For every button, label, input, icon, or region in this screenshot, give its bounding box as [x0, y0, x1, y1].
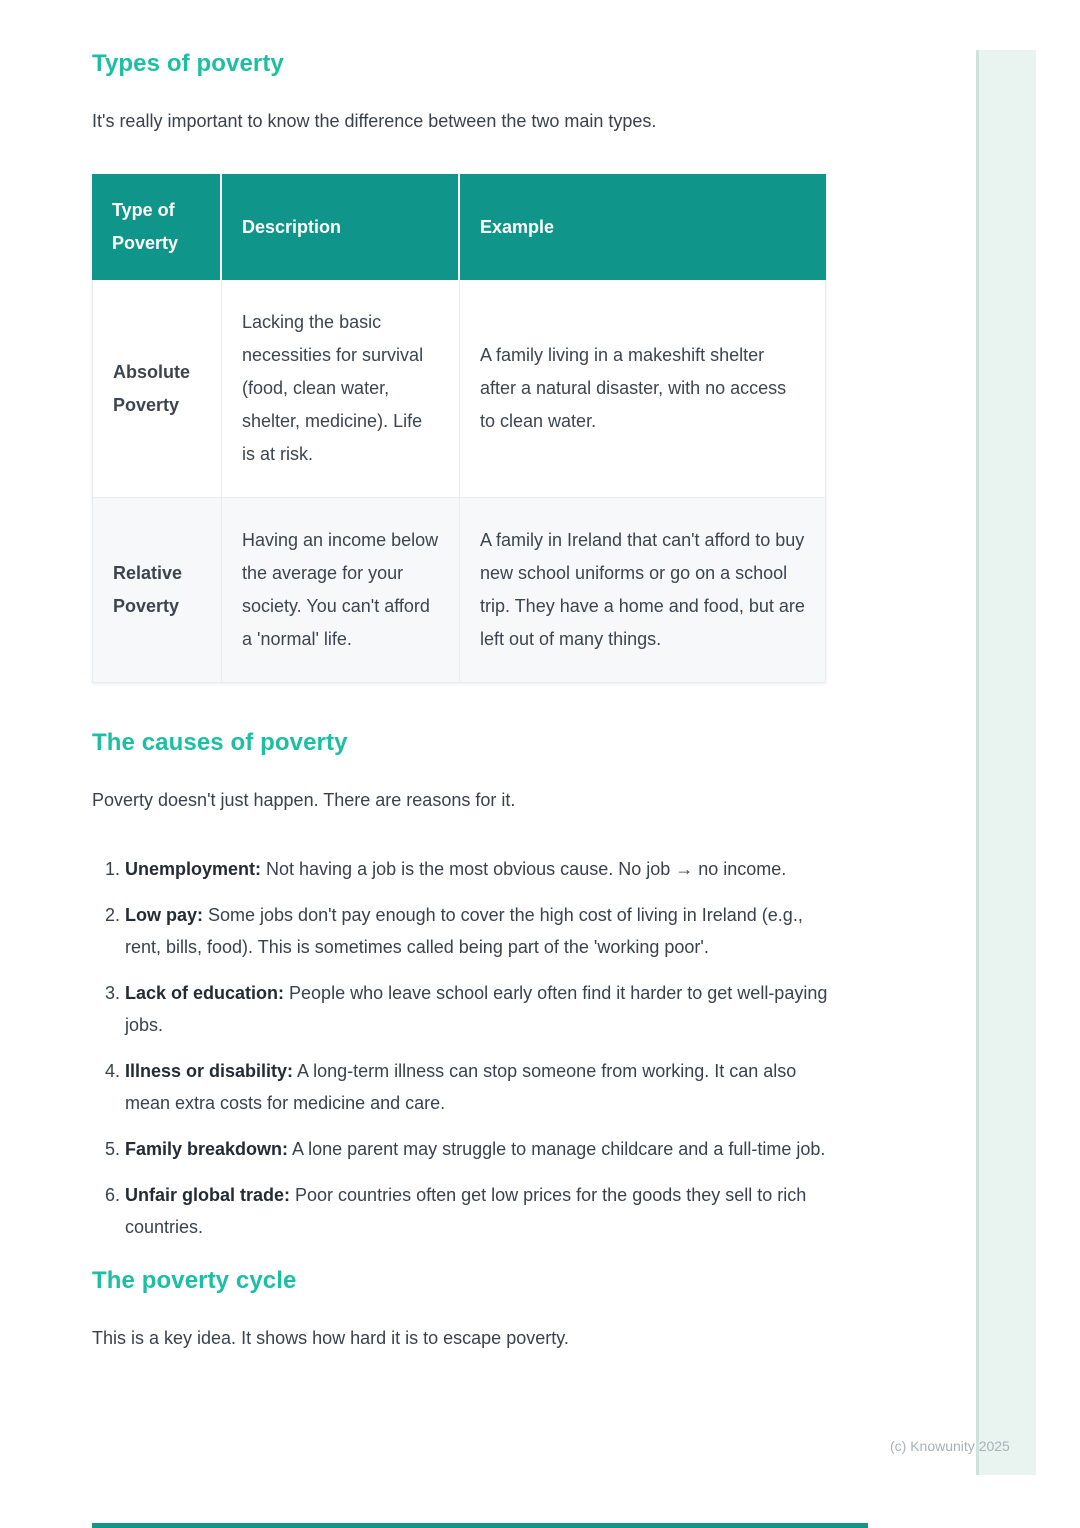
list-item-lack-of-education — [125, 977, 832, 1041]
page-edge-strip — [976, 50, 1036, 1475]
table-row — [92, 498, 826, 683]
list-item-unfair-global-trade — [125, 1179, 832, 1243]
causes-list — [92, 853, 832, 1243]
poverty-cycle-intro-paragraph: This is a key idea. It shows how hard it is to escape poverty. — [92, 1328, 569, 1348]
table-header-row — [92, 174, 826, 280]
relative-poverty-type-cell: Relative Poverty — [92, 498, 222, 683]
cause-term: Family breakdown: — [125, 1139, 289, 1159]
absolute-poverty-type-cell: Absolute Poverty — [92, 280, 222, 498]
list-item-family-breakdown — [125, 1133, 832, 1165]
table-header-description: Description — [222, 174, 460, 280]
section-title-causes-of-poverty: The causes of poverty — [92, 729, 348, 756]
cause-term: Lack of education: — [125, 983, 285, 1003]
cause-text: Some jobs don't pay enough to cover the high cost of living in Ireland (e.g., rent, bills, food). This is sometimes called being part of the 'working poor'. — [125, 905, 803, 957]
cause-term: Illness or disability: — [125, 1061, 294, 1081]
list-item-illness-or-disability — [125, 1055, 832, 1119]
section-title-types-of-poverty: Types of poverty — [92, 50, 284, 77]
next-table-header-edge — [92, 1523, 868, 1528]
relative-poverty-example-cell: A family in Ireland that can't afford to buy new school uniforms or go on a school trip. They have a home and food, but are left out of many things. — [460, 498, 826, 683]
types-intro-paragraph: It's really important to know the difference between the two main types. — [92, 111, 657, 131]
section-title-poverty-cycle: The poverty cycle — [92, 1267, 297, 1294]
copyright-watermark: (c) Knowunity 2025 — [890, 1438, 1010, 1454]
relative-poverty-description-cell: Having an income below the average for your society. You can't afford a 'normal' life. — [222, 498, 460, 683]
list-item-unemployment — [125, 853, 832, 885]
table-header-type: Type of Poverty — [92, 174, 222, 280]
absolute-poverty-example-cell: A family living in a makeshift shelter after a natural disaster, with no access to clean water. — [460, 280, 826, 498]
cause-text: A lone parent may struggle to manage childcare and a full-time job. — [288, 1139, 826, 1159]
table-header-example: Example — [460, 174, 826, 280]
cause-text: Poor countries often get low prices for the goods they sell to rich countries. — [125, 1185, 807, 1237]
cause-term: Unemployment: — [125, 859, 262, 879]
cause-text: People who leave school early often find it harder to get well-paying jobs. — [125, 983, 828, 1035]
cause-term: Low pay: — [125, 905, 204, 925]
absolute-poverty-description-cell: Lacking the basic necessities for survival (food, clean water, shelter, medicine). Life is at risk. — [222, 280, 460, 498]
poverty-types-table — [92, 174, 826, 683]
causes-intro-paragraph: Poverty doesn't just happen. There are reasons for it. — [92, 790, 516, 810]
document-content — [92, 50, 832, 1391]
cause-term: Unfair global trade: — [125, 1185, 291, 1205]
list-item-low-pay — [125, 899, 832, 963]
cause-text: Not having a job is the most obvious cause. No job → no income. — [261, 859, 787, 879]
cause-text: A long-term illness can stop someone from working. It can also mean extra costs for medicine and care. — [125, 1061, 797, 1113]
table-row — [92, 280, 826, 498]
